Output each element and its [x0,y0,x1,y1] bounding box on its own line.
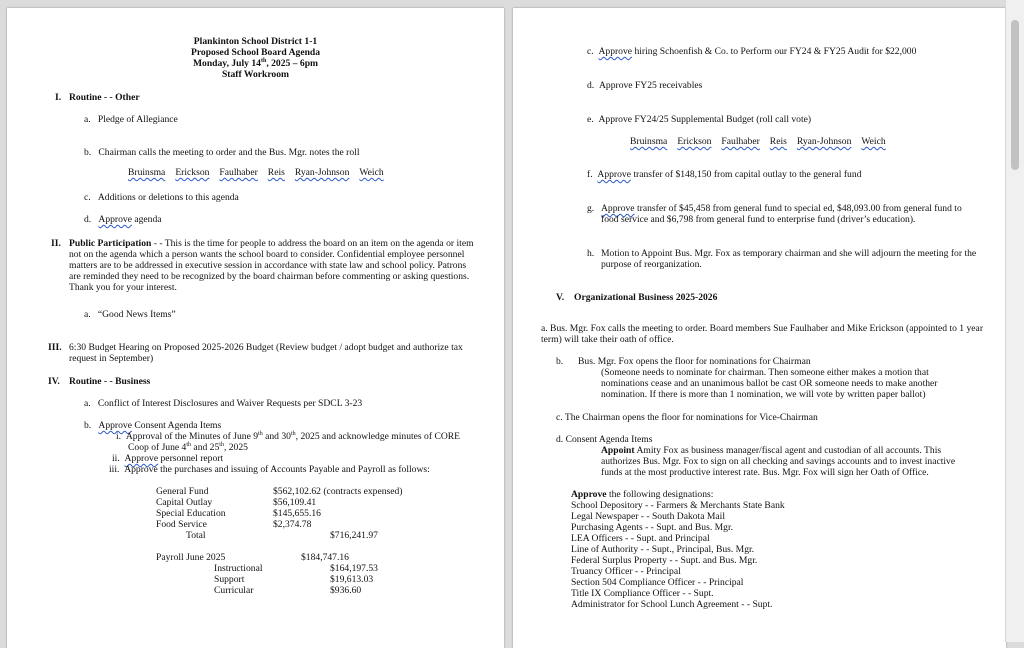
meeting-date: Monday, July 14th, 2025 – 6pm [192,57,319,69]
agenda-title: Proposed School Board Agenda [190,47,321,58]
payroll-amount: $184,747.16 [301,552,349,563]
item-5b: Bus. Mgr. Fox opens the floor for nominations for Chairman [578,356,811,367]
item-4b-i-cont: Coop of June 4th and 25th, 2025 [128,441,248,453]
section-1-number: I. [55,92,62,103]
item-5a: a. Bus. Mgr. Fox calls the meeting to order. Board members Sue Faulhaber and Mike Erickson (appointed to 1 year term) will take their oath of office. [541,323,984,345]
designation: School Depository - - Farmers & Merchants State Bank [571,500,785,511]
item-4b-i: i. Approval of the Minutes of June 9th and 30th, 2025 and acknowledge minutes of CORE [116,430,461,442]
section-3-text: 6:30 Budget Hearing on Proposed 2025-2026 Budget (Review budget / adopt budget and authorize tax request in September) [69,342,463,364]
designation: Title IX Compliance Officer - - Supt. [571,588,714,599]
fund-name: Food Service [156,519,207,530]
designation: Purchasing Agents - - Supt. and Bus. Mgr. [571,522,734,533]
roll-name: Erickson [677,136,712,147]
item-4d: d. Approve FY25 receivables [587,80,703,91]
designation: Federal Surplus Property - - Supt. and Bus. Mgr. [571,555,758,566]
payroll-row-amount: $19,613.03 [330,574,374,585]
item-1c: c. Additions or deletions to this agenda [84,192,239,203]
payroll-label: Payroll June 2025 [156,552,226,563]
roll-name: Faulhaber [219,167,258,178]
designation: LEA Officers - - Supt. and Principal [571,533,710,544]
payroll-row-amount: $936.60 [330,585,362,596]
scrollbar-thumb[interactable] [1011,20,1019,170]
roll-call-names [128,167,394,178]
item-4g: Approve transfer of $45,458 from general fund to special ed, $48,093.00 from general fund to food service and $6,798 from general fund to enterprise fund (driver’s education). [601,203,962,225]
total-amount: $716,241.97 [330,530,378,541]
item-4f: f. Approve transfer of $148,150 from capital outlay to the general fund [587,169,862,180]
payroll-row-amount: $164,197.53 [330,563,378,574]
total-label: Total [186,530,206,541]
designation: Line of Authority - - Supt., Principal, Bus. Mgr. [571,544,755,555]
item-5c: c. The Chairman opens the floor for nominations for Vice-Chairman [556,412,818,423]
item-4e: e. Approve FY24/25 Supplemental Budget (roll call vote) [587,114,812,125]
section-4-number: IV. [48,376,60,387]
fund-name: Special Education [156,508,226,519]
roll-name: Bruinsma [128,167,166,178]
fund-name: Capital Outlay [156,497,213,508]
item-4b-iii: iii. Approve the purchases and issuing of Accounts Payable and Payroll as follows: [109,464,430,475]
fund-amount: $562,102.62 (contracts expensed) [273,486,403,497]
roll-name: Erickson [175,167,210,178]
roll-name: Bruinsma [630,136,668,147]
designation: Section 504 Compliance Officer - - Principal [571,577,744,588]
section-2-text: Public Participation - - This is the time for people to address the board on an item on the agenda or item not on the agenda which a person wants the school board to consider. Confidential employee personnel matters are to be addressed in executive session in accordance with state law and school policy. Patrons are reminded they need to be recognized by the board chairman before commenting or asking questions. Thank you for your interest. [69,238,474,293]
section-5-title: Organizational Business 2025-2026 [574,292,718,303]
item-4b-ii: ii. Approve personnel report [112,453,224,464]
item-4a: a. Conflict of Interest Disclosures and Waiver Requests per SDCL 3-23 [84,398,363,409]
fund-amount: $2,374.78 [273,519,312,530]
item-5b-note: nominations cease and an unanimous ballot be cast OR someone needs to make another [601,378,938,389]
vertical-scrollbar[interactable] [1005,0,1024,642]
roll-name: Ryan-Johnson [294,167,350,178]
roll-name: Reis [769,136,787,147]
section-2-number: II. [51,238,61,249]
payroll-row-name: Instructional [214,563,263,574]
item-5b-note: nomination. If there is more than 1 nomination, we will vote by written paper ballot) [601,389,926,400]
section-4-title: Routine - - Business [69,376,151,387]
agenda-page-1 [7,8,504,648]
section-1-title: Routine - - Other [69,92,140,103]
roll-name: Weich [359,167,384,178]
roll-name: Reis [267,167,285,178]
designation: Administrator for School Lunch Agreement - - Supt. [571,599,773,610]
fund-name: General Fund [156,486,209,497]
agenda-page-2 [513,8,1006,648]
district-name: Plankinton School District 1-1 [193,36,318,47]
section-5-number: V. [556,292,565,303]
payroll-row-name: Support [214,574,245,585]
item-1a: a. Pledge of Allegiance [84,114,178,125]
fund-amount: $145,655.16 [273,508,321,519]
designation: Legal Newspaper - - South Dakota Mail [571,511,725,522]
item-4c: c. Approve hiring Schoenfish & Co. to Perform our FY24 & FY25 Audit for $22,000 [587,46,917,57]
roll-name: Faulhaber [721,136,760,147]
payroll-row-name: Curricular [214,585,254,596]
item-4h: Motion to Appoint Bus. Mgr. Fox as temporary chairman and she will adjourn the meeting for the purpose of reorganization. [601,248,977,270]
designation: Truancy Officer - - Principal [571,566,681,577]
roll-call-names-2 [630,136,896,147]
item-1d: d. Approve agenda [84,214,162,225]
item-4b: b. Approve Consent Agenda Items [84,420,222,431]
item-4g-label: g. [587,203,595,214]
roll-name: Weich [861,136,886,147]
appoint-paragraph: Appoint Amity Fox as business manager/fiscal agent and custodian of all accounts. This authorizes Bus. Mgr. Fox to sign on all checking and savings accounts and to invest inactive funds at the most productive interest rate. Bus. Mgr. Fox will sign her Oath of Office. [601,445,956,478]
approve-designations-heading: Approve the following designations: [571,489,714,500]
roll-name: Ryan-Johnson [796,136,852,147]
item-5b-label: b. [556,356,564,367]
fund-amount: $56,109.41 [273,497,317,508]
item-2a: a. “Good News Items” [84,309,176,320]
item-5d: d. Consent Agenda Items [556,434,653,445]
item-5b-note: (Someone needs to nominate for chairman. Then someone either makes a motion that [601,367,929,378]
section-3-number: III. [48,342,62,353]
meeting-location: Staff Workroom [221,69,290,80]
item-4h-label: h. [587,248,595,259]
item-1b: b. Chairman calls the meeting to order and the Bus. Mgr. notes the roll [84,147,360,158]
